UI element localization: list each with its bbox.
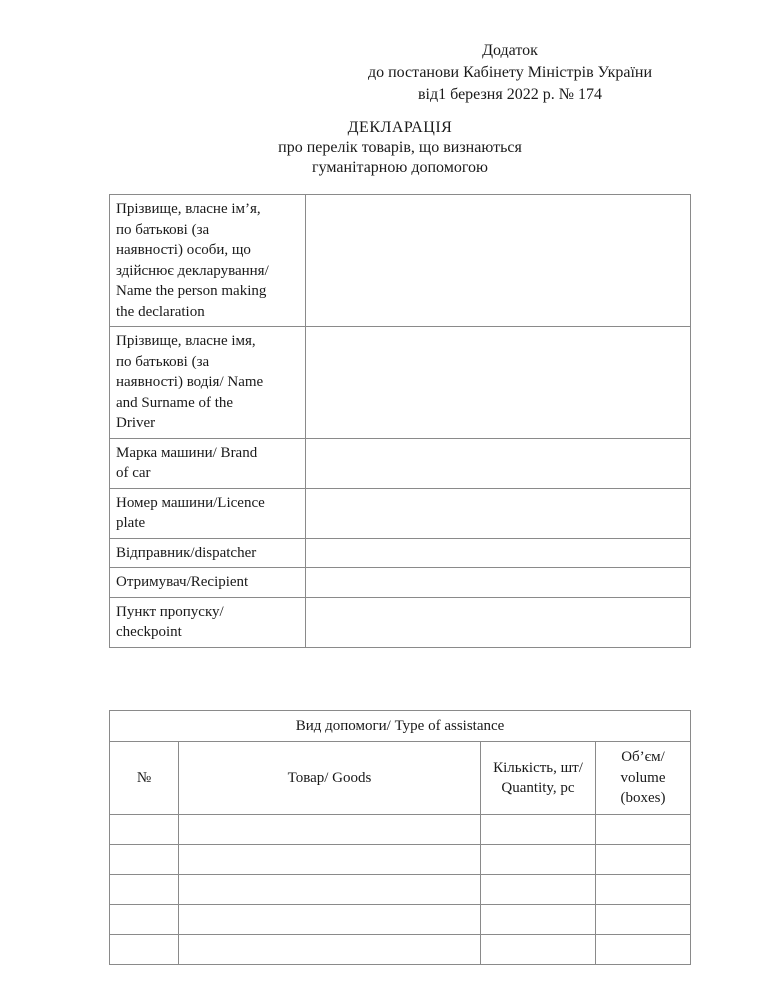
appendix-label: Додаток <box>482 42 538 59</box>
info-row-value[interactable] <box>306 568 691 598</box>
info-row-label: Марка машини/ Brand of car <box>110 438 306 488</box>
info-row-label: Відправник/dispatcher <box>110 538 306 568</box>
document-title-block <box>200 118 600 178</box>
info-row-label: Номер машини/Licence plate <box>110 488 306 538</box>
goods-cell-goods[interactable] <box>179 905 481 935</box>
appendix-resolution: до постанови Кабінету Міністрів України <box>367 64 653 81</box>
goods-cell-number[interactable] <box>110 935 179 965</box>
goods-row <box>110 905 691 935</box>
goods-cell-number[interactable] <box>110 905 179 935</box>
goods-cell-quantity[interactable] <box>481 815 596 845</box>
goods-cell-quantity[interactable] <box>481 905 596 935</box>
info-row-value[interactable] <box>306 327 691 439</box>
appendix-date: від1 березня 2022 р. № 174 <box>418 86 602 103</box>
document-title: ДЕКЛАРАЦІЯ <box>347 119 453 136</box>
info-row-label: Прізвище, власне ім’я, по батькові (за наявності) особи, що здійснює декларування/ Name the person making the declaration <box>110 195 306 327</box>
info-row-value[interactable] <box>306 488 691 538</box>
info-row <box>110 568 691 598</box>
declarant-info-table <box>109 194 691 648</box>
info-row-label: Отримувач/Recipient <box>110 568 306 598</box>
goods-row <box>110 815 691 845</box>
goods-cell-goods[interactable] <box>179 815 481 845</box>
goods-table <box>109 710 691 965</box>
goods-cell-quantity[interactable] <box>481 845 596 875</box>
goods-table-caption: Вид допомоги/ Type of assistance <box>110 711 691 742</box>
info-row <box>110 438 691 488</box>
column-header-volume: Об’єм/ volume (boxes) <box>596 742 691 815</box>
info-row <box>110 327 691 439</box>
goods-cell-volume[interactable] <box>596 935 691 965</box>
goods-cell-goods[interactable] <box>179 875 481 905</box>
info-row-label: Прізвище, власне імя, по батькові (за наявності) водія/ Name and Surname of the Driver <box>110 327 306 439</box>
column-header-quantity: Кількість, шт/ Quantity, pc <box>481 742 596 815</box>
goods-cell-goods[interactable] <box>179 935 481 965</box>
goods-cell-goods[interactable] <box>179 845 481 875</box>
goods-cell-volume[interactable] <box>596 875 691 905</box>
column-header-number: № <box>110 742 179 815</box>
goods-row <box>110 875 691 905</box>
goods-cell-quantity[interactable] <box>481 875 596 905</box>
column-header-goods: Товар/ Goods <box>179 742 481 815</box>
goods-cell-volume[interactable] <box>596 905 691 935</box>
goods-cell-number[interactable] <box>110 875 179 905</box>
goods-cell-number[interactable] <box>110 845 179 875</box>
goods-cell-volume[interactable] <box>596 845 691 875</box>
info-row-value[interactable] <box>306 538 691 568</box>
info-row <box>110 597 691 647</box>
info-row-value[interactable] <box>306 597 691 647</box>
info-row <box>110 195 691 327</box>
info-row-label: Пункт пропуску/ checkpoint <box>110 597 306 647</box>
info-row-value[interactable] <box>306 438 691 488</box>
goods-cell-number[interactable] <box>110 815 179 845</box>
goods-row <box>110 935 691 965</box>
document-subtitle-line2: гуманітарною допомогою <box>312 159 488 176</box>
goods-row <box>110 845 691 875</box>
goods-cell-volume[interactable] <box>596 815 691 845</box>
goods-cell-quantity[interactable] <box>481 935 596 965</box>
appendix-header <box>330 40 690 106</box>
document-subtitle-line1: про перелік товарів, що визнаються <box>278 139 522 156</box>
info-row <box>110 488 691 538</box>
info-row-value[interactable] <box>306 195 691 327</box>
info-row <box>110 538 691 568</box>
